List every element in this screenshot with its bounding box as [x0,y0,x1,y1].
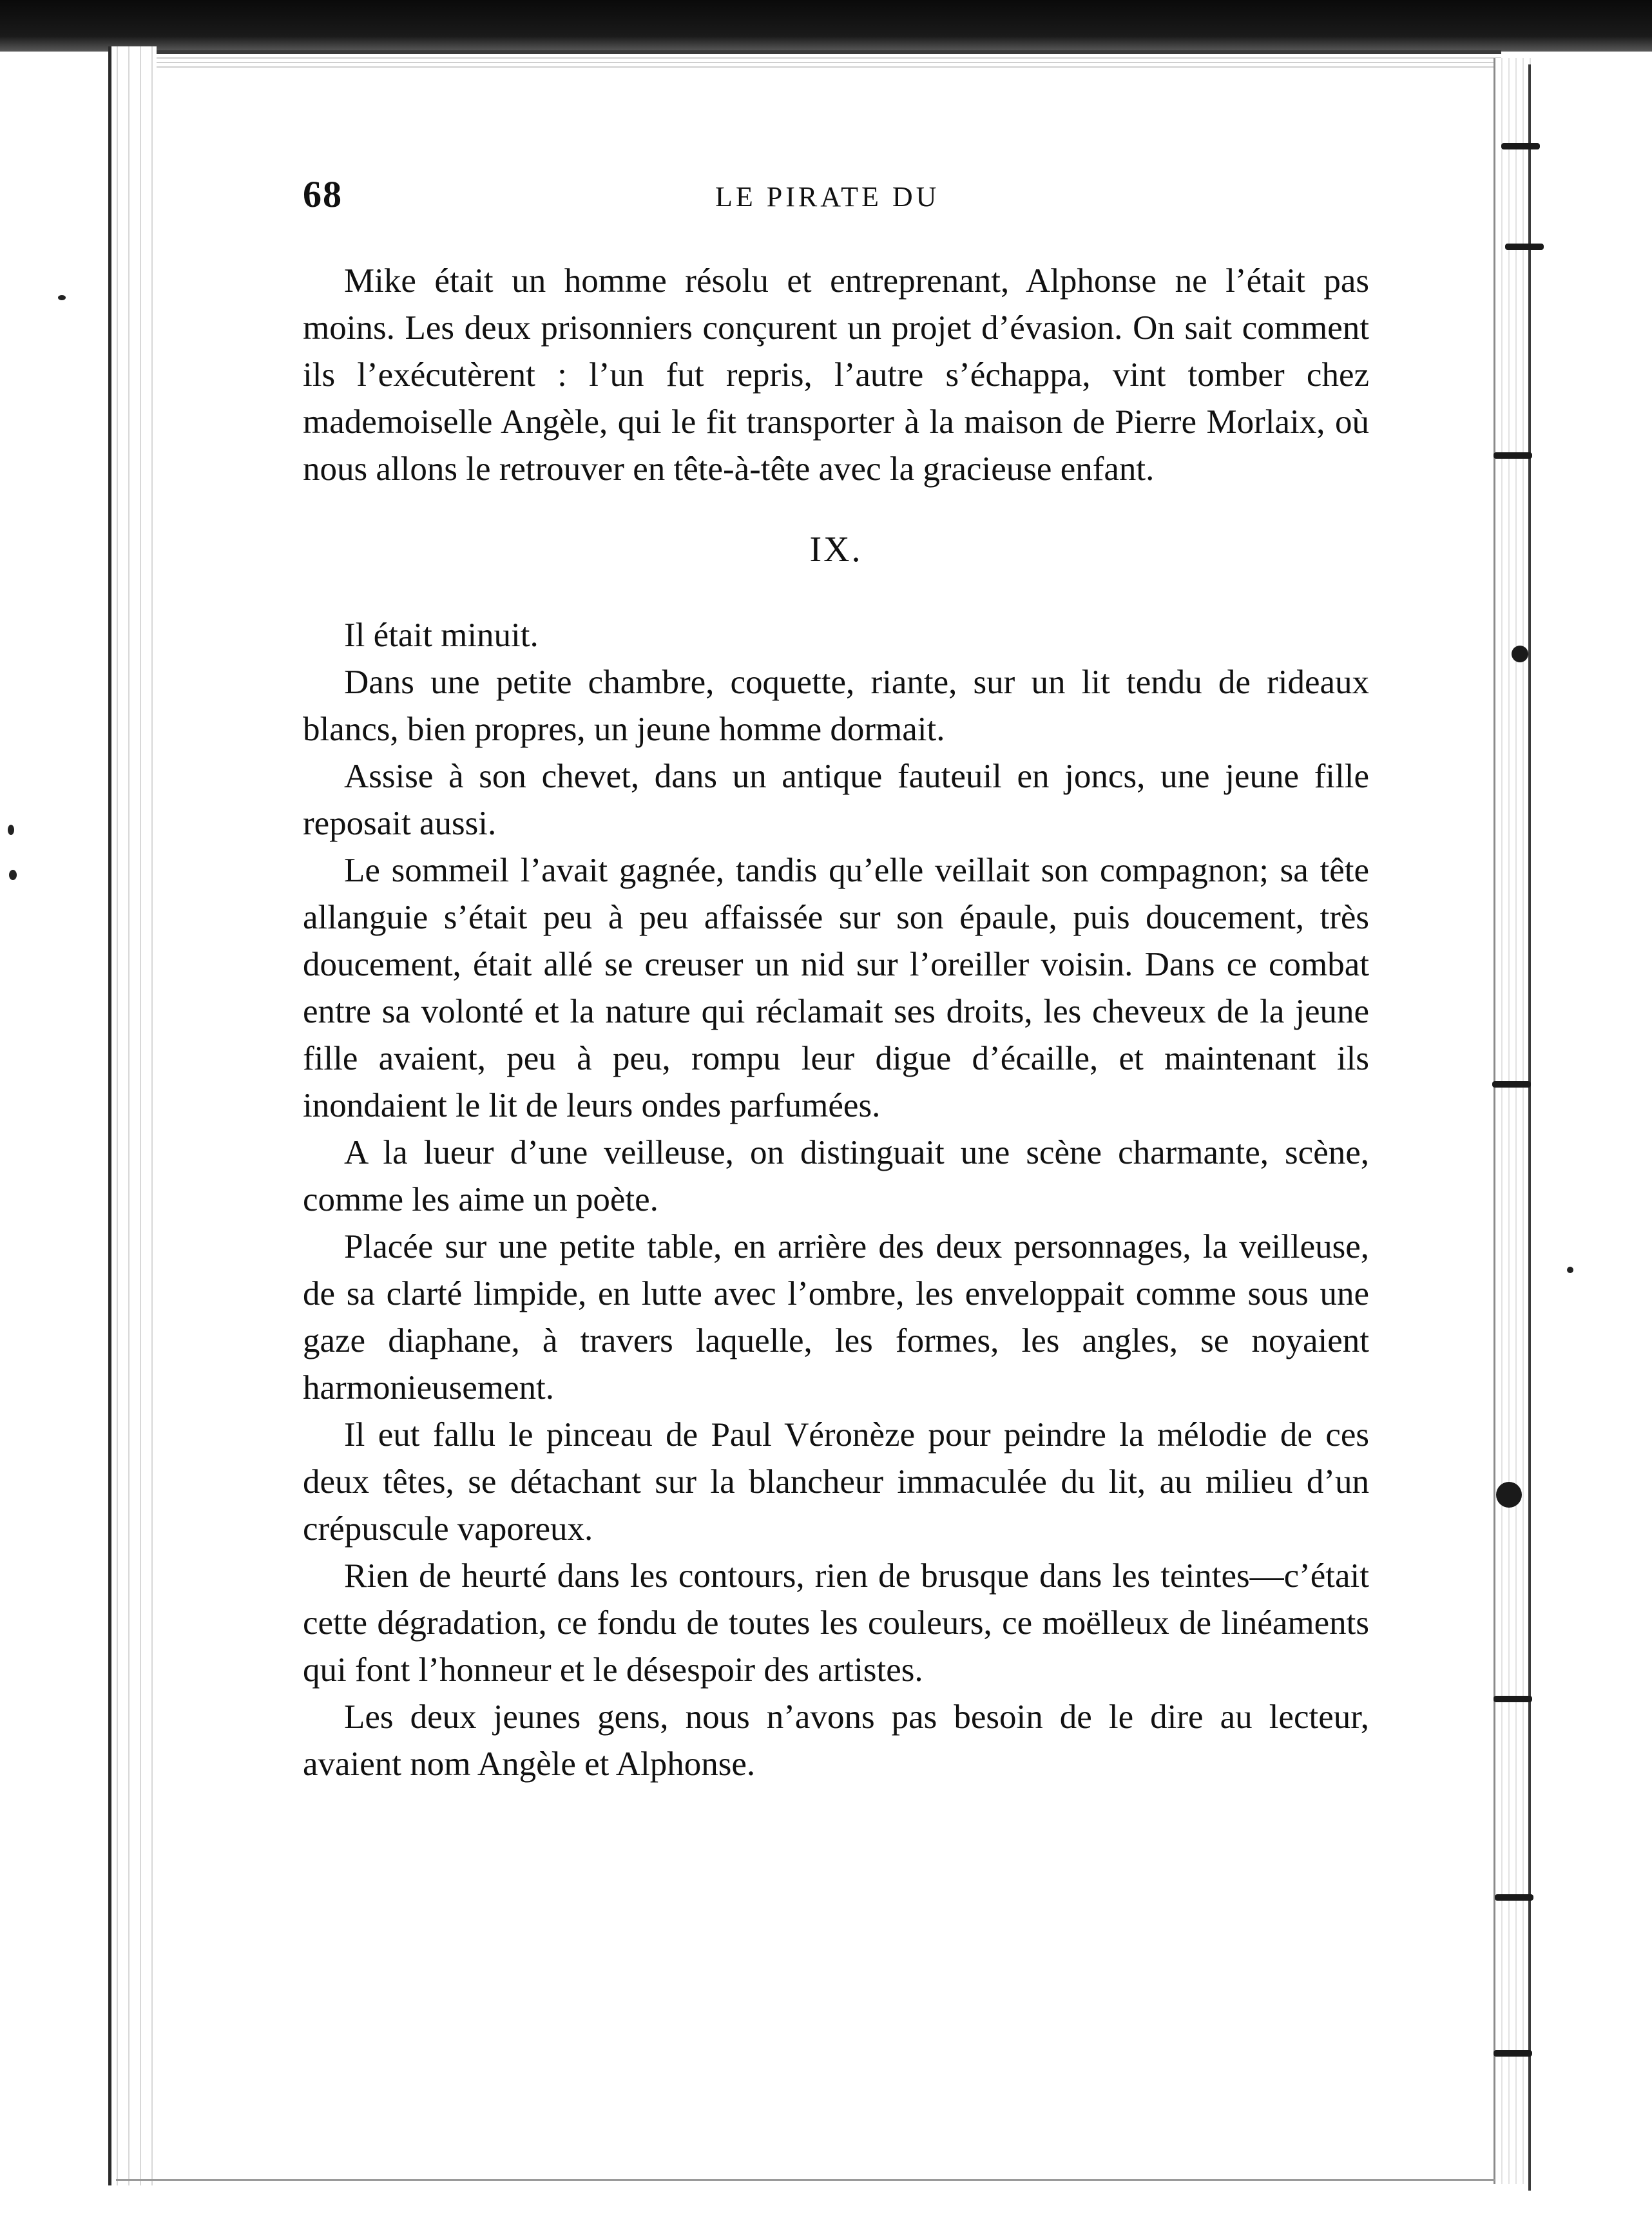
body-text [303,258,1369,1788]
chapter-heading: IX. [809,530,863,570]
paragraph: Dans une petite chambre, coquette, riante, sur un lit tendu de rideaux blancs, bien propres, un jeune homme dormait. [303,664,1369,748]
scan-speck [1567,1267,1573,1273]
binding-stitch [1496,1482,1522,1508]
scan-speck [58,295,66,300]
binding-stitch [1512,646,1528,662]
paragraph: Placée sur une petite table, en arrière des deux personnages, la veilleuse, de sa clarté limpide, en lutte avec l’ombre, les enveloppait comme sous une gaze diaphane, à travers laquelle, les formes, les angles, se noyaient harmonieusement. [303,1228,1369,1407]
binding-gutter [1528,64,1531,2191]
scan-speck [9,870,17,880]
page-top-edge [116,50,1501,71]
binding-stitch [1495,1894,1533,1901]
binding-stitch [1494,1696,1532,1702]
binding-stitch [1505,244,1544,250]
page-header [303,173,1372,224]
binding-stitch [1501,143,1540,149]
scan-top-border [0,0,1652,52]
binding-stitch [1494,452,1532,459]
paragraph: Rien de heurté dans les contours, rien de brusque dans les teintes—c’était cette dégradation, ce fondu de toutes les couleurs, ce moëlleux de linéaments qui font l’honneur et le désespoir des artistes. [303,1557,1369,1689]
scan-speck [8,825,14,835]
paragraph: A la lueur d’une veilleuse, on distinguait une scène charmante, scène, comme les aime un poète. [303,1134,1369,1218]
binding-stitch [1494,2050,1532,2057]
paragraph: Les deux jeunes gens, nous n’avons pas besoin de le dire au lecteur, avaient nom Angèle et Alphonse. [303,1698,1369,1783]
paragraph: Assise à son chevet, dans un antique fauteuil en joncs, une jeune fille reposait aussi. [303,758,1369,842]
binding-stitch [1492,1081,1531,1088]
paragraph: Mike était un homme résolu et entreprenant, Alphonse ne l’était pas moins. Les deux prisonniers conçurent un projet d’évasion. On sait comment ils l’exécutèrent : l’un fut repris, l’autre s’échappa, vint tomber chez mademoiselle Angèle, qui le fit transporter à la maison de Pierre Morlaix, où nous allons le retrouver en tête-à-tête avec la gracieuse enfant. [303,262,1369,488]
paragraph: Il eut fallu le pinceau de Paul Véronèze pour peindre la mélodie de ces deux têtes, se détachant sur la blancheur immaculée du lit, au milieu d’un crépuscule vaporeux. [303,1416,1369,1548]
paragraph: Il était minuit. [344,617,539,654]
running-head: LE PIRATE DU [715,181,940,213]
page-number: 68 [303,173,343,215]
page-bottom-edge [116,2166,1495,2181]
paragraph: Le sommeil l’avait gagnée, tandis qu’elle veillait son compagnon; sa tête allanguie s’était peu à peu affaissée sur son épaule, puis doucement, très doucement, était allé se creuser un nid sur l’oreiller voisin. Dans ce combat entre sa volonté et la nature qui réclamait ses droits, les cheveux de la jeune fille avaient, peu à peu, rompu leur digue d’écaille, et maintenant ils inondaient le lit de leurs ondes parfumées. [303,852,1369,1124]
page-stack-left-edge [108,46,157,2185]
